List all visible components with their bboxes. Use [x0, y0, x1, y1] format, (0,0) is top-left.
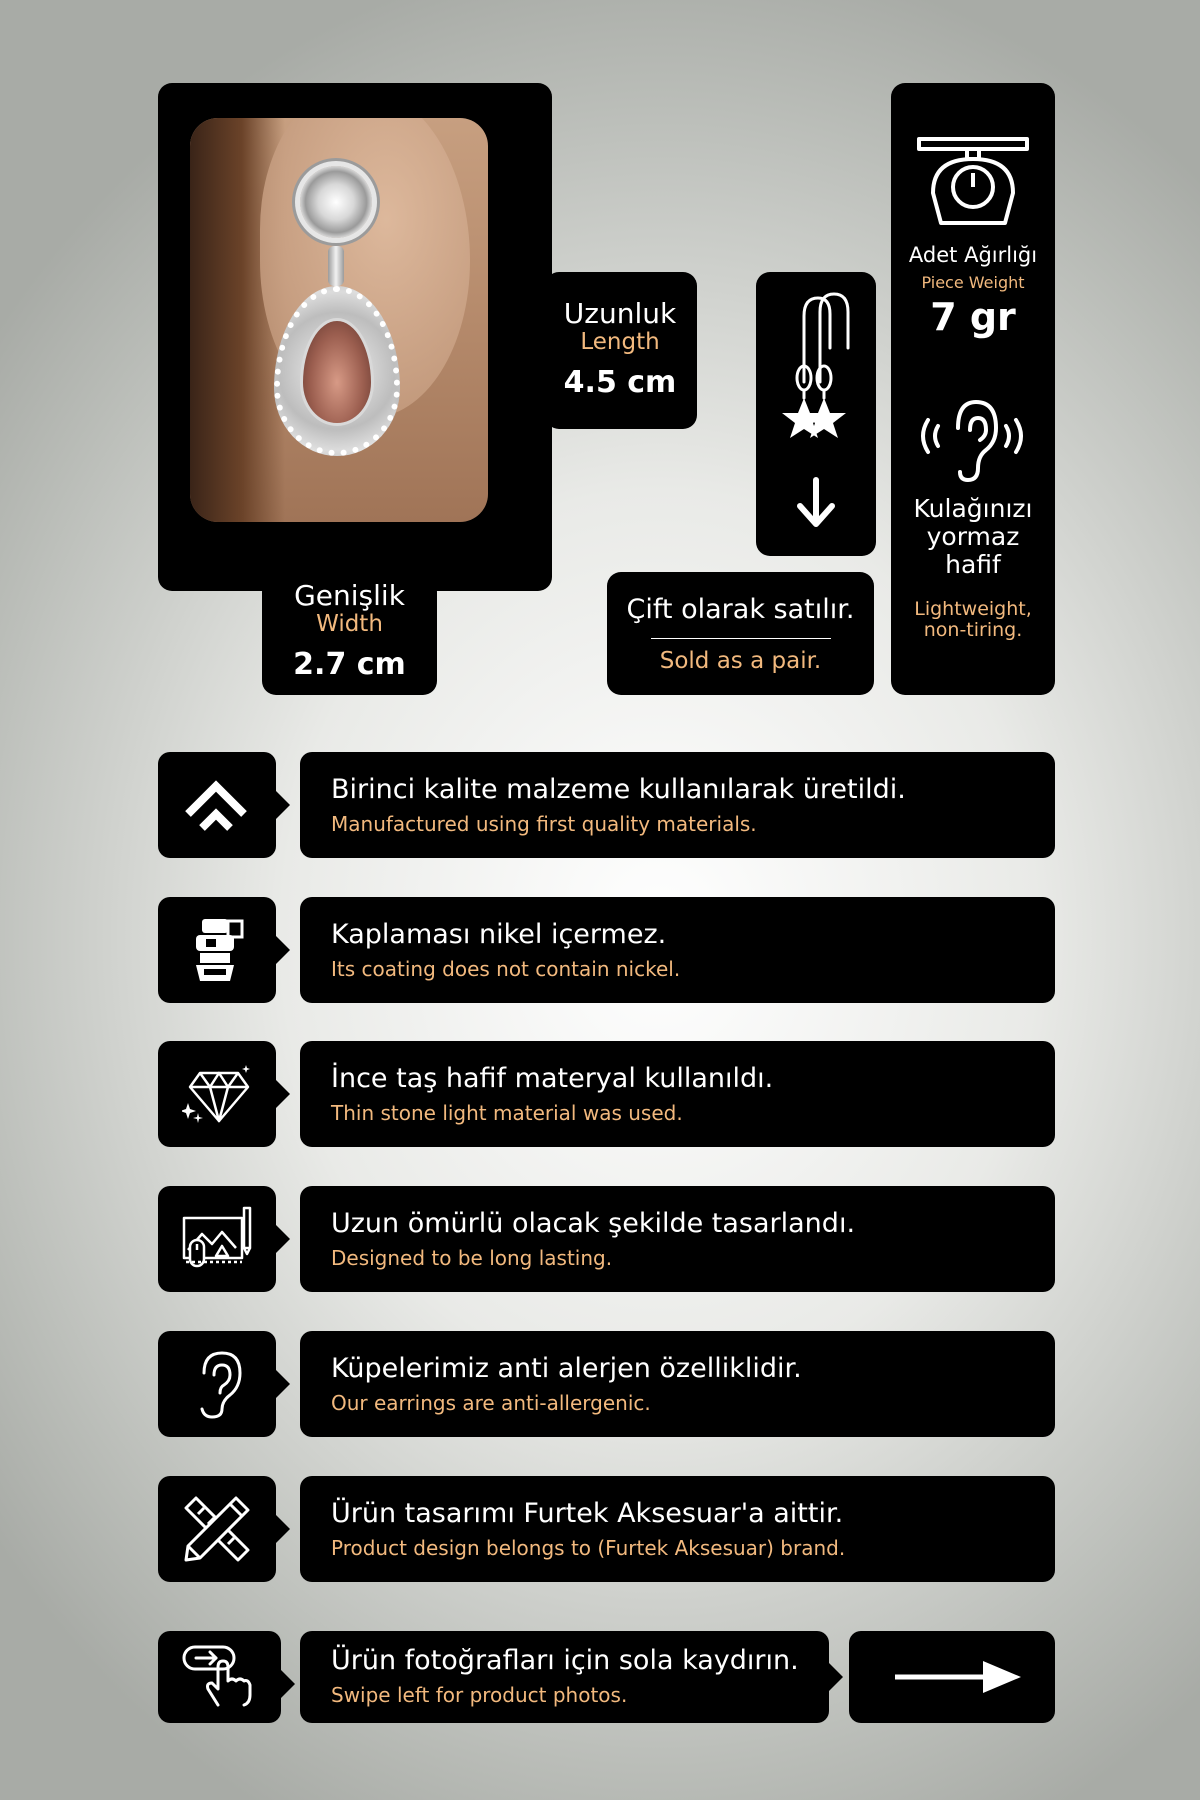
weight-card	[891, 83, 1055, 695]
swipe-hand-icon	[182, 1645, 252, 1707]
weight-label: Adet Ağırlığı	[908, 243, 1038, 267]
swipe-text: Ürün fotoğrafları için sola kaydırın.	[331, 1645, 799, 1676]
length-card	[545, 272, 697, 429]
feature-card	[300, 1476, 1055, 1582]
coating-icon	[182, 915, 252, 985]
pair-sub: Sold as a pair.	[659, 648, 822, 674]
width-value: 2.7 cm	[293, 647, 406, 683]
pair-text-card	[607, 572, 874, 695]
feature-card	[300, 897, 1055, 1003]
swipe-icon-box	[158, 1631, 281, 1723]
length-sub: Length	[580, 329, 660, 355]
swipe-arrow-button[interactable]	[849, 1631, 1055, 1723]
feature-text: İnce taş hafif materyal kullanıldı.	[331, 1063, 774, 1094]
feature-card	[300, 1186, 1055, 1292]
product-photo	[190, 118, 488, 522]
design-icon	[182, 1204, 252, 1274]
feature-icon-box	[158, 897, 276, 1003]
feature-card	[300, 1041, 1055, 1147]
chevron-up-icon	[182, 770, 252, 840]
width-label: Genişlik	[294, 579, 405, 612]
feature-icon-box	[158, 1331, 276, 1437]
weight-value: 7 gr	[930, 295, 1016, 339]
scale-icon	[913, 135, 1033, 231]
feature-icon-box	[158, 1041, 276, 1147]
pair-label: Çift olarak satılır.	[626, 594, 855, 625]
earring-pair-icon	[756, 272, 876, 556]
feature-sub: Designed to be long lasting.	[331, 1246, 613, 1270]
pair-icon-card	[756, 272, 876, 556]
feature-icon-box	[158, 752, 276, 858]
feature-icon-box	[158, 1476, 276, 1582]
ear-sound-icon	[918, 396, 1028, 486]
pencil-ruler-icon	[182, 1494, 252, 1564]
feature-sub: Manufactured using first quality materials.	[331, 812, 757, 836]
length-label: Uzunluk	[563, 297, 677, 330]
weight-sub: Piece Weight	[921, 273, 1025, 292]
ear-icon	[182, 1349, 252, 1419]
feature-sub: Thin stone light material was used.	[331, 1101, 683, 1125]
arrow-right-icon	[895, 1657, 1025, 1697]
comfort-sub: Lightweight, non-tiring.	[914, 598, 1032, 641]
feature-text: Küpelerimiz anti alerjen özelliklidir.	[331, 1353, 802, 1384]
feature-sub: Our earrings are anti-allergenic.	[331, 1391, 651, 1415]
feature-text: Uzun ömürlü olacak şekilde tasarlandı.	[331, 1208, 856, 1239]
comfort-label: Kulağınızı yormaz hafif	[913, 494, 1033, 579]
feature-text: Birinci kalite malzeme kullanılarak üretildi.	[331, 774, 906, 805]
feature-text: Kaplaması nikel içermez.	[331, 919, 667, 950]
length-value: 4.5 cm	[563, 365, 677, 401]
feature-card	[300, 1331, 1055, 1437]
feature-text: Ürün tasarımı Furtek Aksesuar'a aittir.	[331, 1498, 844, 1529]
feature-sub: Product design belongs to (Furtek Aksesuar) brand.	[331, 1536, 846, 1560]
feature-sub: Its coating does not contain nickel.	[331, 957, 681, 981]
width-card	[262, 578, 437, 695]
pair-divider	[651, 638, 831, 639]
swipe-card	[300, 1631, 829, 1723]
feature-card	[300, 752, 1055, 858]
width-sub: Width	[316, 611, 383, 637]
diamond-icon	[182, 1059, 252, 1129]
swipe-sub: Swipe left for product photos.	[331, 1683, 628, 1707]
feature-icon-box	[158, 1186, 276, 1292]
